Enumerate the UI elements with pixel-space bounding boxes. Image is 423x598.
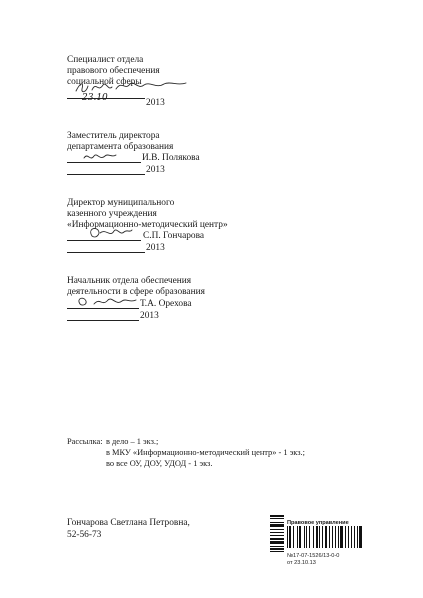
signatory-title-line: Специалист отдела <box>67 55 144 65</box>
barcode-bar <box>293 526 294 548</box>
barcode-bar <box>332 526 333 548</box>
executor-phone: 52-56-73 <box>67 530 102 540</box>
signatory-name: Т.А. Орехова <box>140 299 192 309</box>
signatory-title-line: правового обеспечения <box>67 66 160 76</box>
signatory-title-line: деятельности в сфере образования <box>67 287 205 297</box>
barcode-bar <box>304 526 305 548</box>
date-line <box>67 252 145 253</box>
signatory-title-line: «Информационно-методический центр» <box>67 220 228 230</box>
stamp-date: от 23.10.13 <box>287 560 316 566</box>
signature-date: 2013 <box>146 165 165 175</box>
signatory-title-line: казенного учреждения <box>67 209 157 219</box>
signature-line <box>67 240 141 241</box>
signature-date: 2013 <box>146 243 165 253</box>
barcode-bar <box>316 526 318 548</box>
barcode-bar <box>270 518 284 519</box>
barcode-bar <box>345 526 347 548</box>
barcode-bar <box>322 526 324 548</box>
barcode-bar <box>270 548 284 550</box>
signatory-title-line: департамента образования <box>67 142 174 152</box>
signatory-title-line: социальной сферы <box>67 77 142 87</box>
barcode-bar <box>359 526 362 548</box>
barcode-bar <box>357 526 358 548</box>
barcode-bar <box>354 526 355 548</box>
barcode-bar <box>289 526 291 548</box>
barcode-bar <box>335 526 337 548</box>
barcode-bar <box>270 529 284 530</box>
barcode-bar <box>319 526 320 548</box>
barcode-bar <box>270 524 284 527</box>
distribution-item: в дело – 1 экз.; <box>106 437 159 446</box>
barcode-bar <box>270 541 284 544</box>
barcode-bar <box>340 526 343 548</box>
barcode-bar <box>325 526 328 548</box>
barcode-bar <box>270 532 284 533</box>
barcode-bar <box>297 526 298 548</box>
signature-line <box>67 308 139 309</box>
handwritten-date: 23.10 <box>82 93 108 103</box>
barcode-bar <box>329 526 330 548</box>
date-line <box>67 174 145 175</box>
barcode-bar <box>287 526 288 548</box>
signatory-title-line: Заместитель директора <box>67 131 160 141</box>
barcode-bar <box>299 526 301 548</box>
stamp-title: Правовое управление <box>287 520 349 526</box>
signature-date: 2013 <box>146 98 165 108</box>
barcode-bar <box>306 526 307 548</box>
barcode-strip <box>287 526 369 550</box>
distribution-label: Рассылка: <box>67 437 103 446</box>
barcode-bar <box>270 522 284 523</box>
executor-name: Гончарова Светлана Петровна, <box>67 518 190 528</box>
date-line <box>67 320 139 321</box>
barcode-bar <box>348 526 349 548</box>
signatory-name: И.В. Полякова <box>142 153 200 163</box>
barcode-bar <box>351 526 352 548</box>
barcode-bar <box>270 515 284 517</box>
barcode-bar <box>270 546 284 547</box>
distribution-item: в МКУ «Информационно-методический центр» - 1 экз.; <box>106 448 305 457</box>
signatory-name: С.П. Гончарова <box>143 231 205 241</box>
signature-date: 2013 <box>140 311 159 321</box>
barcode-bar <box>309 526 310 548</box>
barcode <box>270 515 284 561</box>
signatory-title-line: Директор муниципального <box>67 198 175 208</box>
barcode-bar <box>270 551 284 552</box>
stamp-number: №17-07-1526/13-0-0 <box>287 553 340 559</box>
signature-line <box>67 162 141 163</box>
barcode-bar <box>313 526 314 548</box>
signatory-title-line: Начальник отдела обеспечения <box>67 276 192 286</box>
barcode-bar <box>338 526 339 548</box>
barcode-bar <box>270 535 284 536</box>
distribution-item: во все ОУ, ДОУ, УДОД - 1 экз. <box>106 459 213 468</box>
barcode-bar <box>270 538 284 540</box>
